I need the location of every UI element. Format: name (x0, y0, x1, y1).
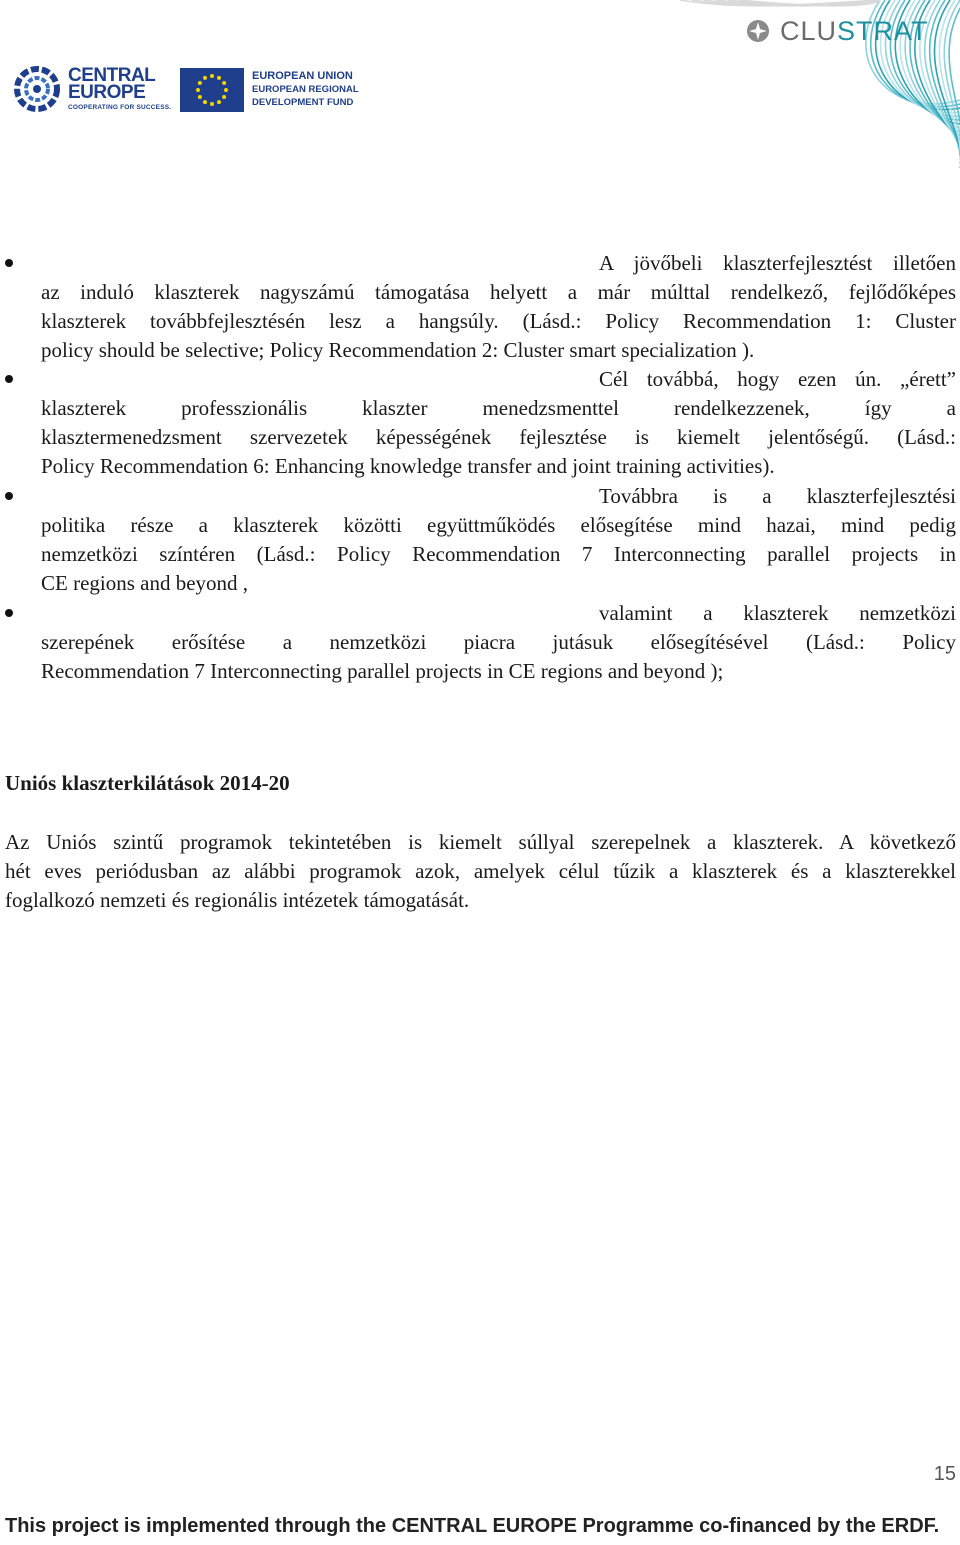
eu-erdf-text: EUROPEAN UNION EUROPEAN REGIONAL DEVELOPMENT FUND (252, 70, 359, 108)
bullet-icon (5, 609, 13, 617)
list-item-text: nemzetközi színtéren (Lásd.: Policy Recommendation 7 Interconnecting parallel projects in (41, 542, 956, 566)
bullet-icon (5, 259, 13, 267)
list-item-text: Recommendation 7 Interconnecting parallel projects in CE regions and beyond ); (41, 659, 724, 683)
list-item-text: klasztermenedzsment szervezetek képességének fejlesztése is kiemelt jelentőségű. (Lásd.: (41, 425, 956, 449)
list-item-text: klaszterek professzionális klaszter menedzsmenttel rendelkezzenek, így a (41, 396, 956, 420)
list-item-text: CE regions and beyond , (41, 571, 249, 595)
footer-text: This project is implemented through the CENTRAL EUROPE Programme co-financed by the ERDF. (5, 1515, 940, 1537)
list-item-text: Cél továbbá, hogy ezen ún. „érett” (599, 367, 956, 391)
bullet-icon (5, 375, 13, 383)
section-heading: Uniós klaszterkilátások 2014-20 (5, 771, 290, 795)
list-item-text: Policy Recommendation 6: Enhancing knowledge transfer and joint training activities). (41, 454, 775, 478)
list-item-text: politika része a klaszterek közötti együttműködés elősegítése mind hazai, mind pedig (41, 513, 956, 537)
central-europe-tagline: COOPERATING FOR SUCCESS. (68, 104, 172, 111)
paragraph-line: foglalkozó nemzeti és regionális intézetek támogatását. (5, 888, 470, 912)
eu-erdf-logo (180, 68, 359, 114)
list-item-text: valamint a klaszterek nemzetközi (599, 601, 956, 625)
list-item-text: policy should be selective; Policy Recommendation 2: Cluster smart specialization ). (41, 338, 755, 362)
list-item-text: Továbbra is a klaszterfejlesztési (599, 484, 956, 508)
paragraph-line: Az Uniós szintű programok tekintetében is kiemelt súllyal szerepelnek a klaszterek. A következő (5, 830, 956, 854)
list-item-text: az induló klaszterek nagyszámú támogatása helyett a már múlttal rendelkező, fejlődőképes (41, 280, 956, 304)
paragraph-line: hét eves periódusban az alábbi programok azok, amelyek célul tűzik a klaszterek és a klaszterekkel (5, 859, 956, 883)
list-item-text: klaszterek továbbfejlesztésén lesz a hangsúly. (Lásd.: Policy Recommendation 1: Cluster (41, 309, 956, 333)
list-item-text: A jövőbeli klaszterfejlesztést illetően (599, 251, 956, 275)
list-item-text: szerepének erősítése a nemzetközi piacra jutásuk elősegítésével (Lásd.: Policy (41, 630, 956, 654)
clustrat-star-icon (745, 18, 771, 44)
page-number: 15 (933, 1463, 956, 1485)
eu-flag-icon (180, 68, 244, 112)
bullet-icon (5, 492, 13, 500)
central-europe-emblem-icon (12, 64, 66, 114)
page-header (0, 0, 960, 180)
central-europe-logo (12, 64, 172, 118)
central-europe-wordmark: CENTRAL EUROPE (68, 65, 156, 103)
clustrat-wordmark: CLUSTRAT (780, 16, 929, 46)
